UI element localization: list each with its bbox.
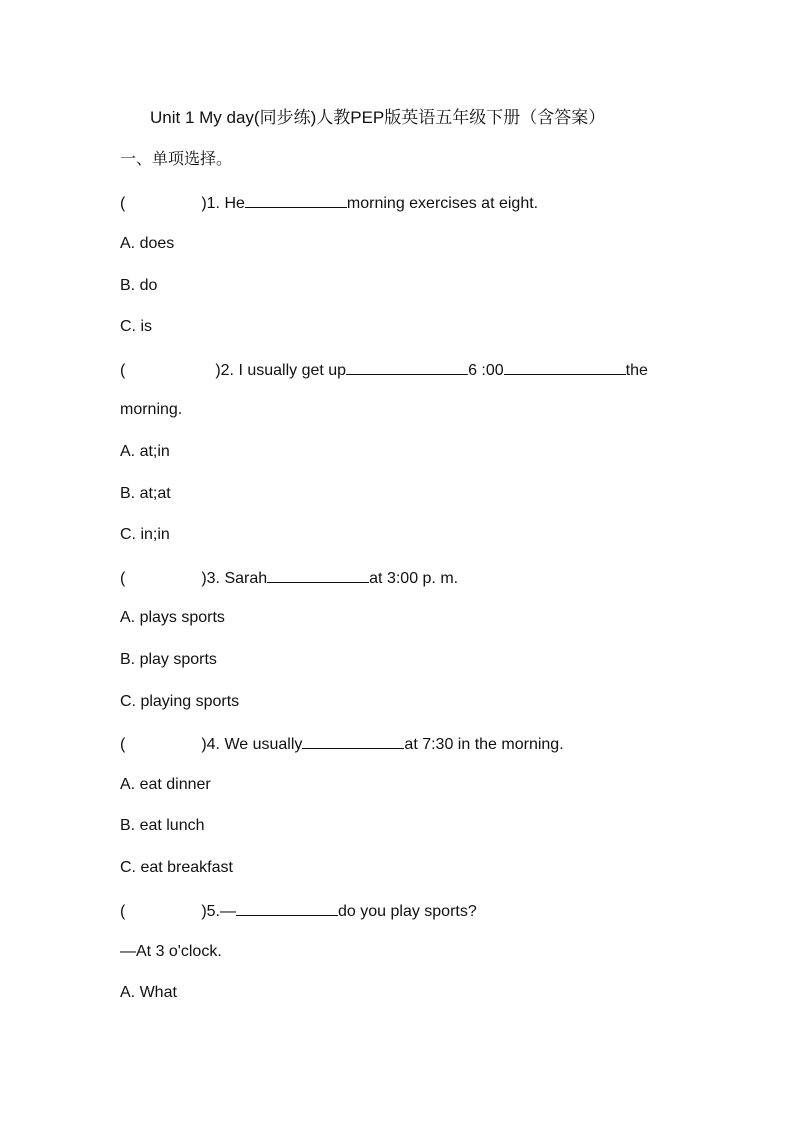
fill-blank (504, 358, 626, 375)
option-a: A. What (120, 984, 177, 1001)
fill-blank (302, 732, 404, 749)
answer-paren-open: ( (120, 903, 126, 920)
question-number: )1. (201, 195, 220, 212)
question-text-before: Sarah (224, 570, 268, 587)
question-text-before: We usually (224, 736, 303, 753)
question-text-after: the (625, 362, 648, 379)
answer-paren-open: ( (120, 195, 126, 212)
option-a: A. plays sports (120, 609, 225, 626)
option-c: C. eat breakfast (120, 859, 233, 876)
option-c: C. in;in (120, 526, 170, 543)
question-2-continued: morning. (120, 401, 183, 418)
question-text-after: at 3:00 p. m. (369, 570, 459, 587)
question-2 (120, 358, 648, 382)
answer-paren-open: ( (120, 736, 126, 753)
question-5 (120, 899, 477, 923)
option-b: B. at;at (120, 485, 171, 502)
question-text-after: morning exercises at eight. (346, 195, 539, 212)
question-text-after: at 7:30 in the morning. (404, 736, 564, 753)
question-text-before: — (220, 903, 236, 920)
question-number: )3. (201, 570, 220, 587)
question-4 (120, 732, 564, 756)
fill-blank (236, 899, 338, 916)
answer-line: —At 3 o'clock. (120, 943, 222, 960)
option-b: B. eat lunch (120, 817, 205, 834)
answer-paren-open: ( (120, 362, 126, 379)
question-text-mid: 6 :00 (468, 362, 504, 379)
fill-blank (346, 358, 468, 375)
option-a: A. at;in (120, 443, 170, 460)
option-a: A. does (120, 235, 175, 252)
question-1 (120, 191, 538, 215)
question-text-before: He (224, 195, 245, 212)
question-number: )5. (201, 903, 220, 920)
question-number: )2. (215, 362, 234, 379)
section-heading: 一、单项选择。 (120, 151, 233, 168)
option-c: C. is (120, 318, 152, 335)
option-c: C. playing sports (120, 693, 240, 710)
option-b: B. play sports (120, 651, 217, 668)
answer-paren-open: ( (120, 570, 126, 587)
option-b: B. do (120, 277, 158, 294)
fill-blank (245, 191, 347, 208)
question-text-after: do you play sports? (338, 903, 477, 920)
fill-blank (267, 566, 369, 583)
question-3 (120, 566, 458, 590)
option-a: A. eat dinner (120, 776, 211, 793)
document-title: Unit 1 My day(同步练)人教PEP版英语五年级下册（含答案） (150, 108, 606, 127)
question-number: )4. (201, 736, 220, 753)
question-text-before: I usually get up (238, 362, 347, 379)
